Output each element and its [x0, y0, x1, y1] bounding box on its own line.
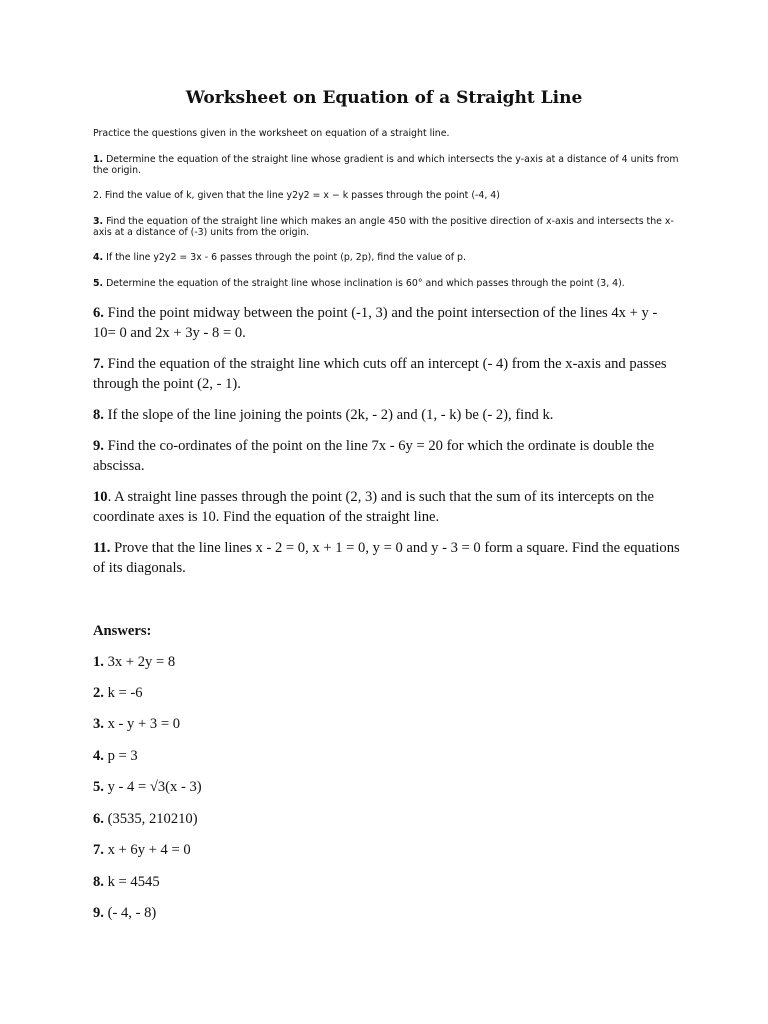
- question-number: 7.: [93, 356, 104, 372]
- answer-text: 3x + 2y = 8: [103, 654, 176, 670]
- answer-number: 8.: [93, 874, 104, 890]
- question-text: Determine the equation of the straight line whose gradient is and which intersects the y-axis at a distance of 4 units from the origin.: [93, 154, 679, 176]
- answer-number: 2.: [93, 685, 104, 701]
- question-number: 3.: [93, 216, 104, 227]
- answer-9: [93, 903, 593, 923]
- answer-number: 4.: [93, 748, 104, 764]
- question-9: [93, 436, 683, 476]
- answer-text: (3535, 210210): [103, 811, 198, 827]
- question-2: [93, 190, 683, 201]
- question-text: If the slope of the line joining the points (2k, - 2) and (1, - k) be (- 2), find k.: [103, 407, 554, 423]
- question-5: [93, 278, 683, 289]
- answer-text: k = 4545: [103, 874, 160, 890]
- question-number: 4.: [93, 252, 104, 263]
- question-8: [93, 405, 683, 425]
- answer-4: [93, 746, 593, 766]
- question-text: Find the equation of the straight line which makes an angle 450 with the positive direction of x-axis and intersects the x-axis at a distance of (-3) units from the origin.: [93, 216, 674, 238]
- question-number: 2.: [93, 190, 102, 201]
- answer-text: (- 4, - 8): [103, 905, 157, 921]
- question-text: Find the value of k, given that the line y2y2 = x − k passes through the point (-4, 4): [101, 190, 500, 201]
- page-title: Worksheet on Equation of a Straight Line: [185, 88, 583, 108]
- answer-number: 5.: [93, 779, 104, 795]
- question-3: [93, 216, 683, 238]
- question-text: Find the point midway between the point (-1, 3) and the point intersection of the lines 4x + y - 10= 0 and 2x + 3y - 8 = 0.: [93, 305, 658, 341]
- question-4: [93, 252, 683, 263]
- question-text: . A straight line passes through the point (2, 3) and is such that the sum of its intercepts on the coordinate axes is 10. Find the equation of the straight line.: [93, 489, 654, 525]
- answer-2: [93, 683, 593, 703]
- answer-1: [93, 652, 593, 672]
- answer-8: [93, 872, 593, 892]
- question-text: If the line y2y2 = 3x - 6 passes through the point (p, 2p), find the value of p.: [103, 252, 466, 263]
- answer-3: [93, 714, 593, 734]
- answer-number: 1.: [93, 654, 104, 670]
- question-6: [93, 303, 683, 343]
- answer-number: 7.: [93, 842, 104, 858]
- question-11: [93, 538, 683, 578]
- answer-text: y - 4 = √3(x - 3): [103, 779, 202, 795]
- question-text: Find the co-ordinates of the point on the line 7x - 6y = 20 for which the ordinate is double the abscissa.: [93, 438, 655, 474]
- answers-heading: Answers:: [93, 623, 152, 639]
- question-number: 8.: [93, 407, 104, 423]
- answer-text: k = -6: [103, 685, 143, 701]
- question-10: [93, 487, 683, 527]
- question-text: Prove that the line lines x - 2 = 0, x + 1 = 0, y = 0 and y - 3 = 0 form a square. Find the equations of its diagonals.: [93, 540, 680, 576]
- intro-text: Practice the questions given in the worksheet on equation of a straight line.: [93, 128, 450, 139]
- answer-text: p = 3: [103, 748, 138, 764]
- question-number: 9.: [93, 438, 104, 454]
- question-number: 10: [93, 489, 108, 505]
- question-text: Find the equation of the straight line which cuts off an intercept (- 4) from the x-axis and passes through the point (2, - 1).: [93, 356, 667, 392]
- question-1: [93, 154, 683, 176]
- answer-text: x - y + 3 = 0: [103, 716, 181, 732]
- question-7: [93, 354, 683, 394]
- answer-6: [93, 809, 593, 829]
- question-number: 6.: [93, 305, 104, 321]
- answer-number: 3.: [93, 716, 104, 732]
- question-text: Determine the equation of the straight line whose inclination is 60° and which passes through the point (3, 4).: [103, 278, 625, 289]
- answer-number: 6.: [93, 811, 104, 827]
- answer-5: [93, 777, 593, 797]
- answer-text: x + 6y + 4 = 0: [103, 842, 191, 858]
- question-number: 11.: [93, 540, 111, 556]
- answer-7: [93, 840, 593, 860]
- question-number: 5.: [93, 278, 104, 289]
- answer-number: 9.: [93, 905, 104, 921]
- question-number: 1.: [93, 154, 104, 165]
